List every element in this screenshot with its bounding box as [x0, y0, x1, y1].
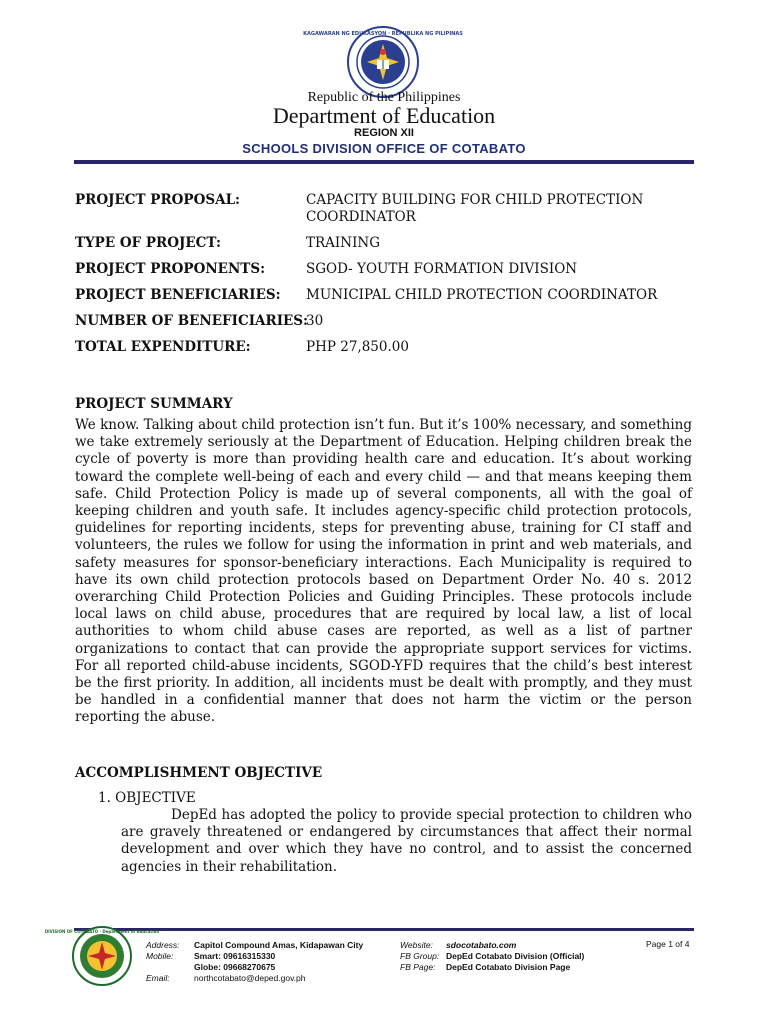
field-label: PROJECT BENEFICIARIES:: [75, 287, 281, 303]
fb-page-link[interactable]: DepEd Cotabato Division Page: [446, 962, 571, 972]
field-value: 30: [306, 313, 324, 329]
proposal-fields: [75, 192, 695, 356]
field-value: CAPACITY BUILDING FOR CHILD PROTECTION COORDINATOR: [306, 192, 644, 225]
field-label: TOTAL EXPENDITURE:: [75, 339, 251, 355]
field-value: MUNICIPAL CHILD PROTECTION COORDINATOR: [306, 287, 658, 303]
republic-heading: Republic of the Philippines: [307, 90, 461, 105]
objective-item-label: 1. OBJECTIVE: [98, 790, 196, 806]
region-heading: REGION XII: [354, 127, 414, 139]
address-value: Capitol Compound Amas, Kidapawan City: [194, 940, 364, 950]
page-number: Page 1 of 4: [646, 939, 690, 949]
field-label: PROJECT PROPOSAL:: [75, 192, 241, 208]
objective-heading: ACCOMPLISHMENT OBJECTIVE: [75, 765, 323, 781]
website-link[interactable]: sdocotabato.com: [446, 940, 517, 950]
footer-divider: [74, 928, 694, 931]
logo-text: DIVISION OF COTABATO · Department of Education: [44, 929, 160, 934]
field-row-type: [75, 235, 695, 252]
field-row-proposal: [75, 192, 695, 226]
objective-paragraph: DepEd has adopted the policy to provide special protection to children who are gravely threatened or endangered by circumstances that affect their normal development and over which they have no control, and to assist the concerned agencies in their rehabilitation.: [121, 807, 692, 875]
field-value: PHP 27,850.00: [306, 339, 409, 355]
field-row-number: [75, 313, 695, 330]
mobile-label: Mobile:: [146, 951, 174, 961]
website-label: Website:: [400, 940, 433, 950]
field-row-expenditure: [75, 339, 695, 356]
email-value[interactable]: northcotabato@deped.gov.ph: [194, 973, 306, 983]
fb-page-label: FB Page:: [400, 962, 436, 972]
department-heading: Department of Education: [272, 103, 496, 128]
summary-heading: PROJECT SUMMARY: [75, 396, 233, 412]
seal-text: KAGAWARAN NG EDUKASYON · REPUBLIKA NG PILIPINAS: [303, 31, 463, 37]
field-value: SGOD- YOUTH FORMATION DIVISION: [306, 261, 578, 277]
header-divider: [74, 160, 694, 164]
field-value: TRAINING: [306, 235, 380, 251]
field-label: PROJECT PROPONENTS:: [75, 261, 266, 277]
footer-online: [400, 940, 584, 973]
division-heading: SCHOOLS DIVISION OFFICE OF COTABATO: [242, 141, 526, 156]
field-row-beneficiaries: [75, 287, 695, 304]
footer-contact: [146, 940, 363, 984]
email-label: Email:: [146, 973, 170, 983]
address-label: Address:: [146, 940, 180, 950]
fb-group-link[interactable]: DepEd Cotabato Division (Official): [446, 951, 585, 961]
fb-group-label: FB Group:: [400, 951, 440, 961]
globe-number: Globe: 09668270675: [194, 962, 276, 972]
field-row-proponents: [75, 261, 695, 278]
smart-number: Smart: 09616315330: [194, 951, 276, 961]
field-label: NUMBER OF BENEFICIARIES:: [75, 313, 309, 329]
summary-paragraph: We know. Talking about child protection isn’t fun. But it’s 100% necessary, and something we take extremely seriously at the Department of Education. Helping children break the cycle of poverty is more than providing health care and education. It’s about working toward the complete well-being of each and every child — and that means keeping them safe. Child Protection Policy is made up of several components, all with the goal of keeping children and youth safe. It includes agency-specific child protection protocols, guidelines for reporting incidents, steps for preventing abuse, training for CI staff and volunteers, the rules we follow for using the information in print and web materials, and safety measures for sponsor-beneficiary interactions. Each Municipality is required to have its own child protection protocols based on Department Order No. 40 s. 2012 overarching Child Protection Policies and Guiding Principles. These protocols include local laws on child abuse, procedures that are required by local law, a list of local authorities to whom child abuse cases are reported, as well as a list of partner organizations to contact that can provide the appropriate support services for victims. For all reported child-abuse incidents, SGOD-YFD requires that the child’s best interest be the first priority. In addition, all incidents must be dealt with promptly, and they must be handled in a confidential manner that does not harm the victim or the person reporting the abuse.: [75, 417, 692, 726]
field-label: TYPE OF PROJECT:: [75, 235, 221, 251]
